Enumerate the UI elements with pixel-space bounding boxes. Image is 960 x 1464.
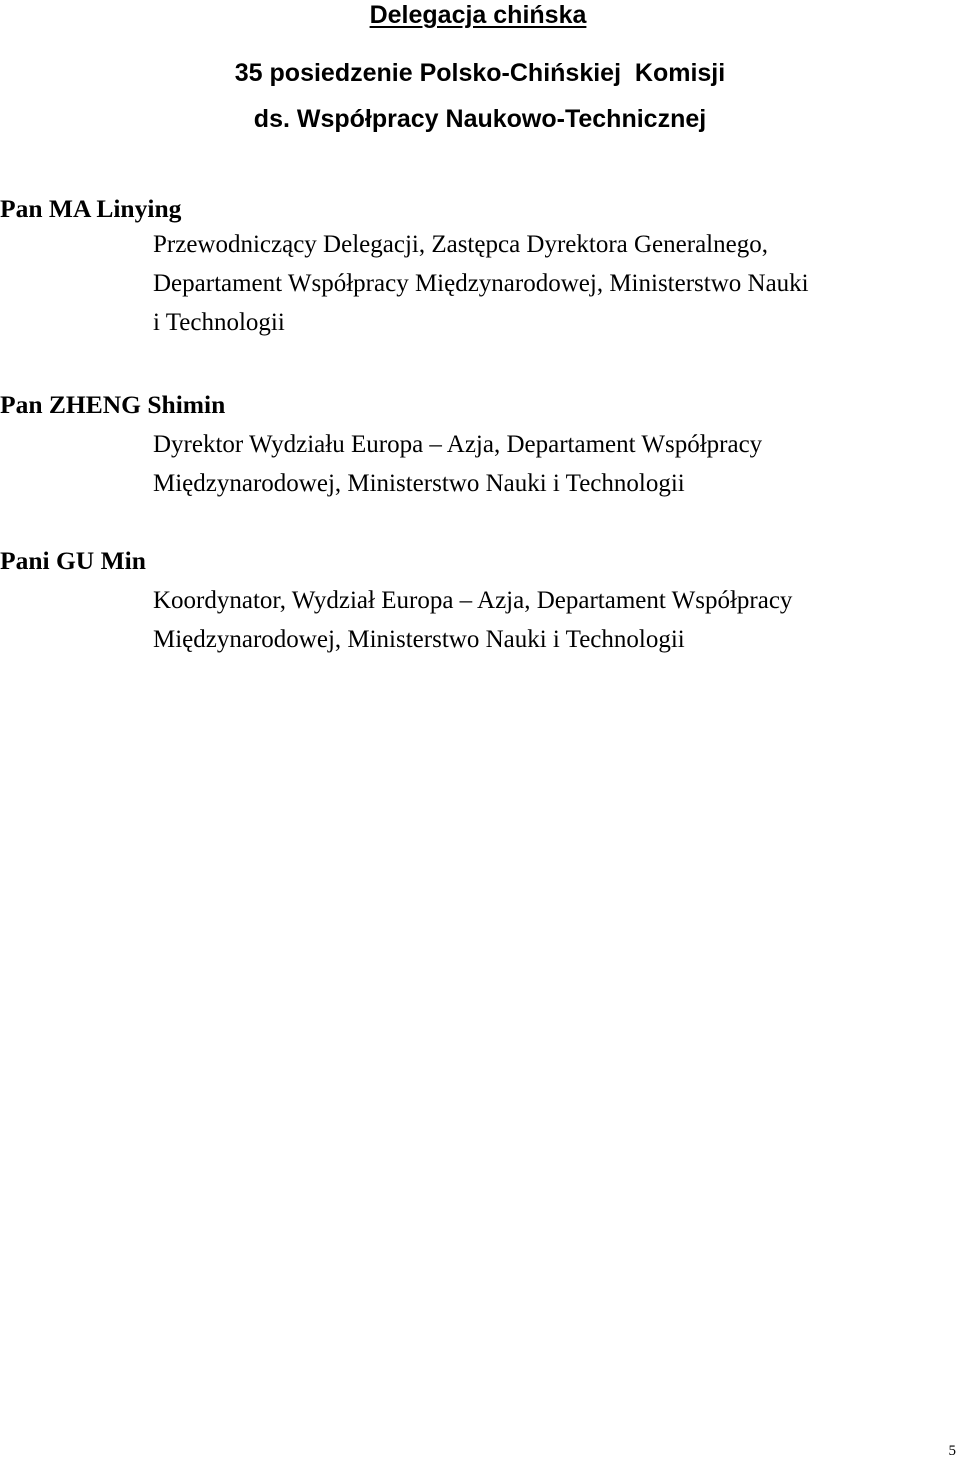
document-subtitle-line-1: 35 posiedzenie Polsko-Chińskiej Komisji (234, 59, 726, 87)
person-role-3-line-2: Międzynarodowej, Ministerstwo Nauki i Technologii (153, 626, 685, 653)
document-title: Delegacja chińska (369, 1, 587, 29)
person-role-2-line-1: Dyrektor Wydziału Europa – Azja, Departament Współpracy (153, 431, 763, 458)
person-role-2 (153, 425, 953, 503)
person-name-3: Pani GU Min (0, 546, 146, 575)
document-subtitle-line-2: ds. Współpracy Naukowo-Technicznej (253, 105, 707, 133)
person-role-1-line-3: i Technologii (153, 309, 285, 336)
person-role-1 (153, 225, 953, 342)
person-role-1-line-1: Przewodniczący Delegacji, Zastępca Dyrektora Generalnego, (153, 231, 768, 258)
person-name-1: Pan MA Linying (0, 194, 182, 223)
person-role-1-line-2: Departament Współpracy Międzynarodowej, Ministerstwo Nauki (153, 270, 809, 297)
person-role-3 (153, 581, 953, 659)
person-role-3-line-1: Koordynator, Wydział Europa – Azja, Departament Współpracy (153, 587, 793, 614)
page-number: 5 (948, 1443, 956, 1459)
person-name-2: Pan ZHENG Shimin (0, 390, 226, 419)
person-role-2-line-2: Międzynarodowej, Ministerstwo Nauki i Technologii (153, 470, 685, 497)
